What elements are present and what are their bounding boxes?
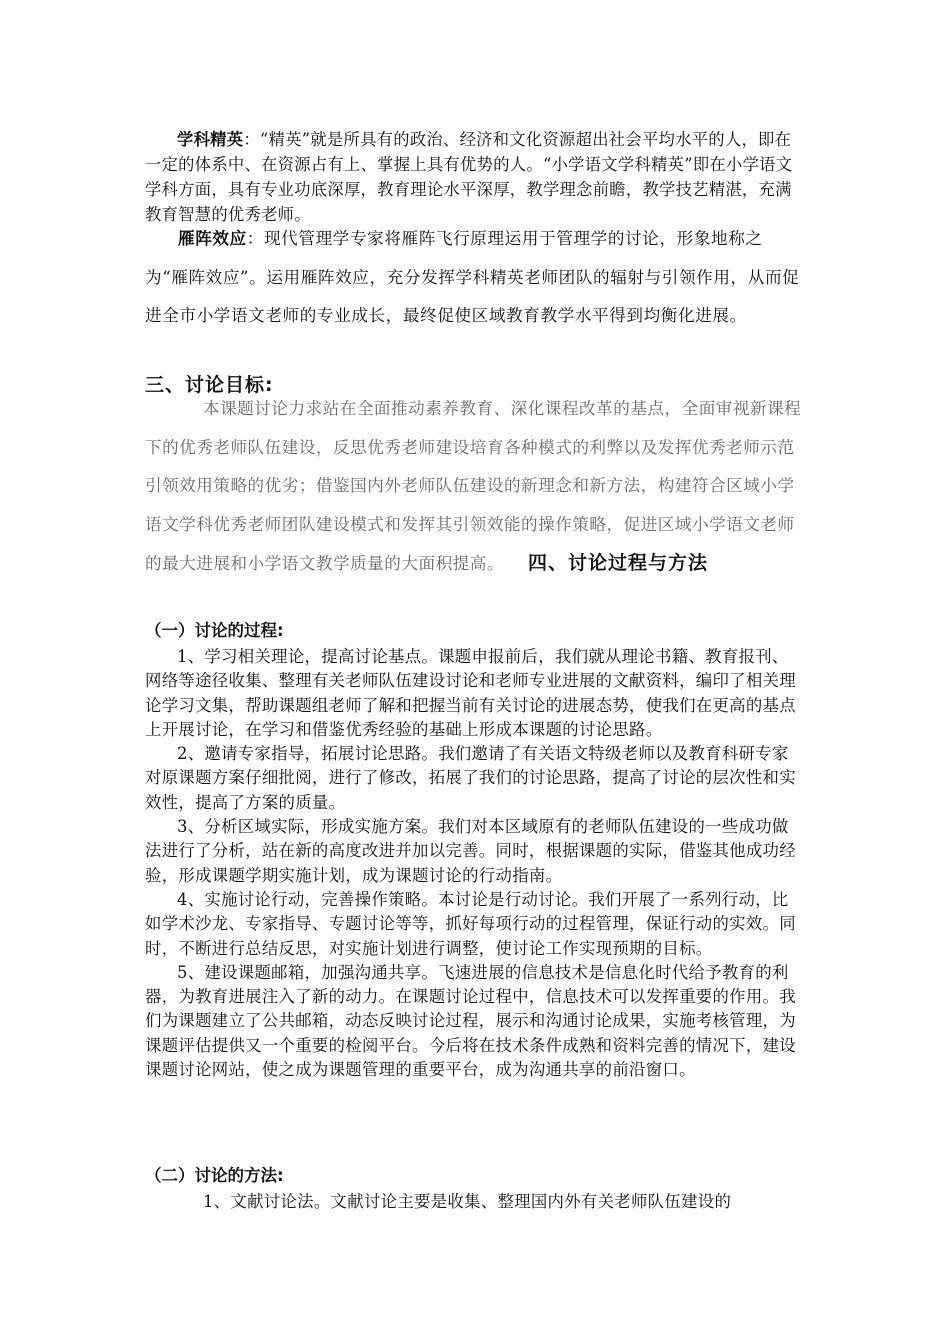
process-item-5: 5、建设课题邮箱，加强沟通共享。飞速进展的信息技术是信息化时代给予教育的利器，为教育进展注入了新的动力。在课题讨论过程中，信息技术可以发挥重要的作用。我们为课题建立了公共邮箱，动态反映讨论过程，展示和沟通讨论成果，实施考核管理，为课题评估提供又一个重要的检阅平台。今后将在技术条件成熟和资料完善的情况下，建设课题讨论网站，使之成为课题管理的重要平台，成为沟通共享的前沿窗口。 — [145, 962, 796, 1080]
research-goals-paragraph — [145, 390, 805, 584]
process-item-2: 2、邀请专家指导，拓展讨论思路。我们邀请了有关语文特级老师以及教育科研专家对原课题方案仔细批阅，进行了修改，拓展了我们的讨论思路，提高了讨论的层次性和实效性，提高了方案的质量。 — [145, 744, 796, 812]
definition-elite-text: “精英”就是所具有的政治、经济和文化资源超出社会平均水平的人，即在一定的体系中、在资源占有上、掌握上具有优势的人。“小学语文学科精英”即在小学语文学科方面，具有专业功底深厚，教育理论水平深厚，教学理念前瞻，教学技艺精湛，充满教育智慧的优秀老师。 — [145, 130, 793, 224]
term-elite: 学科精英 — [177, 130, 244, 149]
process-item-4: 4、实施讨论行动，完善操作策略。本讨论是行动讨论。我们开展了一系列行动，比如学术沙龙、专家指导、专题讨论等等，抓好每项行动的过程管理，保证行动的实效。同时，不断进行总结反思，对实施计划进行调整，使讨论工作实现预期的目标。 — [145, 889, 796, 958]
heading-research-goals: 三、讨论目标: — [145, 374, 274, 396]
process-list — [145, 645, 805, 1082]
research-goals-text: 本课题讨论力求站在全面推动素养教育、深化课程改革的基点，全面审视新课程下的优秀老师队伍建设，反思优秀老师建设培育各种模式的利弊以及发挥优秀老师示范引领效用策略的优劣；借鉴国内外老师队伍建设的新理念和新方法，构建符合区域小学语文学科优秀老师团队建设模式和发挥其引领效能的操作策略，促进区域小学语文老师的最大进展和小学语文教学质量的大面积提高。 — [145, 399, 802, 573]
term-geese-effect: 雁阵效应 — [178, 229, 247, 248]
heading-process: （一）讨论的过程: — [145, 621, 284, 640]
process-item-3: 3、分析区域实际，形成实施方案。我们对本区域原有的老师队伍建设的一些成功做法进行了分析，站在新的高度改进并加以完善。同时，根据课题的实际，借鉴其他成功经验，形成课题学期实施计划，成为课题讨论的行动指南。 — [145, 817, 796, 885]
definition-elite: 学科精英：“精英”就是所具有的政治、经济和文化资源超出社会平均水平的人，即在一定的体系中、在资源占有上、掌握上具有优势的人。“小学语文学科精英”即在小学语文学科方面，具有专业功底深厚，教育理论水平深厚，教学理念前瞻，教学技艺精湛，充满教育智慧的优秀老师。 — [145, 130, 793, 224]
definition-geese-text: 现代管理学专家将雁阵飞行原理运用于管理学的讨论，形象地称之为“雁阵效应”。运用雁阵效应，充分发挥学科精英老师团队的辐射与引领作用，从而促进全市小学语文老师的专业成长，最终促使区域教育教学水平得到均衡化进展。 — [145, 229, 800, 325]
heading-methods: （二）讨论的方法: — [145, 1166, 284, 1185]
heading-process-methods: 四、讨论过程与方法 — [527, 552, 708, 574]
process-item-1: 1、学习相关理论，提高讨论基点。课题申报前后，我们就从理论书籍、教育报刊、网络等途径收集、整理有关老师队伍建设讨论和老师专业进展的文献资料，编印了相关理论学习文集，帮助课题组老师了解和把握当前有关讨论的进展态势，使我们在更高的基点上开展讨论，在学习和借鉴优秀经验的基础上形成本课题的讨论思路。 — [145, 647, 796, 739]
definition-geese-effect: 雁阵效应：现代管理学专家将雁阵飞行原理运用于管理学的讨论，形象地称之为“雁阵效应”。运用雁阵效应，充分发挥学科精英老师团队的辐射与引领作用，从而促进全市小学语文老师的专业成长，最终促使区域教育教学水平得到均衡化进展。 — [145, 229, 800, 325]
methods-item-1: 1、文献讨论法。文献讨论主要是收集、整理国内外有关老师队伍建设的 — [203, 1192, 732, 1211]
